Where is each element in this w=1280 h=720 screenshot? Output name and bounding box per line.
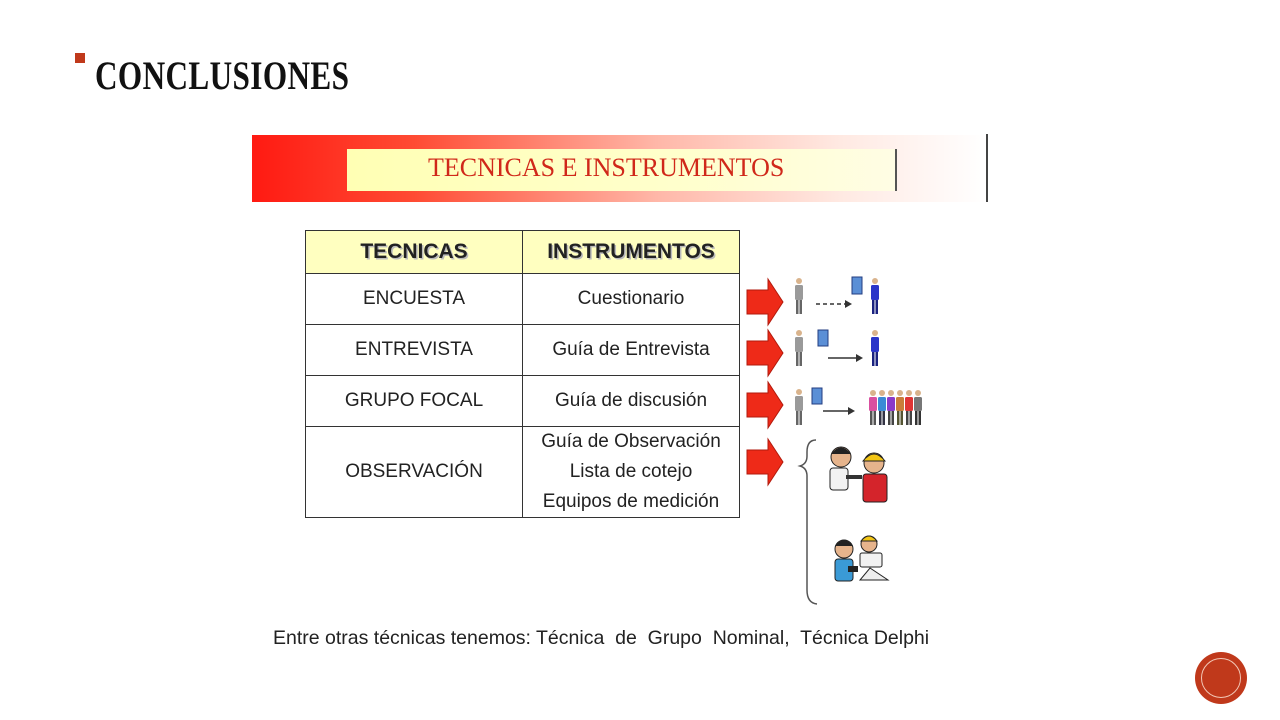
observacion-illustration [800, 440, 888, 604]
banner-divider [986, 134, 988, 202]
document-icon [818, 330, 828, 346]
instrument-line: Guía de Observación [541, 431, 721, 452]
slide-title: CONCLUSIONES [95, 53, 350, 98]
person-icon [871, 278, 879, 314]
table-row [306, 376, 740, 427]
entrevista-illustration [795, 330, 879, 366]
encuesta-illustration [795, 277, 879, 314]
table-row [306, 274, 740, 325]
header-instruments: INSTRUMENTOS [523, 231, 740, 274]
instrument-line: Lista de cotejo [569, 461, 693, 482]
people-observing-icon [830, 447, 887, 502]
technique-cell: OBSERVACIÓN [306, 427, 523, 518]
person-icon [871, 330, 879, 366]
title-bullet-mark [75, 53, 85, 63]
instrument-cell: Cuestionario [523, 274, 740, 325]
instrument-line: Equipos de medición [542, 491, 720, 512]
table-row [306, 427, 740, 518]
technique-cell: ENTREVISTA [306, 325, 523, 376]
people-observing-icon [835, 536, 888, 581]
instrument-cell [523, 427, 740, 518]
arrow-column [746, 275, 786, 495]
next-slide-button[interactable] [1197, 654, 1245, 702]
person-icon [795, 278, 803, 314]
person-icon [795, 389, 803, 425]
header-techniques: TECNICAS [306, 231, 523, 274]
illustration-column [790, 270, 940, 610]
techniques-table [305, 230, 740, 518]
group-of-people-icon [869, 390, 922, 425]
technique-cell: ENCUESTA [306, 274, 523, 325]
banner-title: TECNICAS E INSTRUMENTOS [428, 153, 785, 182]
document-icon [812, 388, 822, 404]
instrument-cell: Guía de Entrevista [523, 325, 740, 376]
red-right-arrow-icon [747, 439, 783, 485]
curly-brace [800, 440, 817, 604]
red-right-arrow-icon [747, 279, 783, 325]
instrument-cell: Guía de discusión [523, 376, 740, 427]
footer-note: Entre otras técnicas tenemos: Técnica de Grupo Nominal, Técnica Delphi [273, 627, 930, 649]
technique-cell: GRUPO FOCAL [306, 376, 523, 427]
grupo-focal-illustration [795, 388, 922, 425]
red-right-arrow-icon [747, 382, 783, 428]
person-icon [795, 330, 803, 366]
table-row [306, 325, 740, 376]
document-icon [852, 277, 862, 294]
table-header-row [306, 231, 740, 274]
red-right-arrow-icon [747, 330, 783, 376]
